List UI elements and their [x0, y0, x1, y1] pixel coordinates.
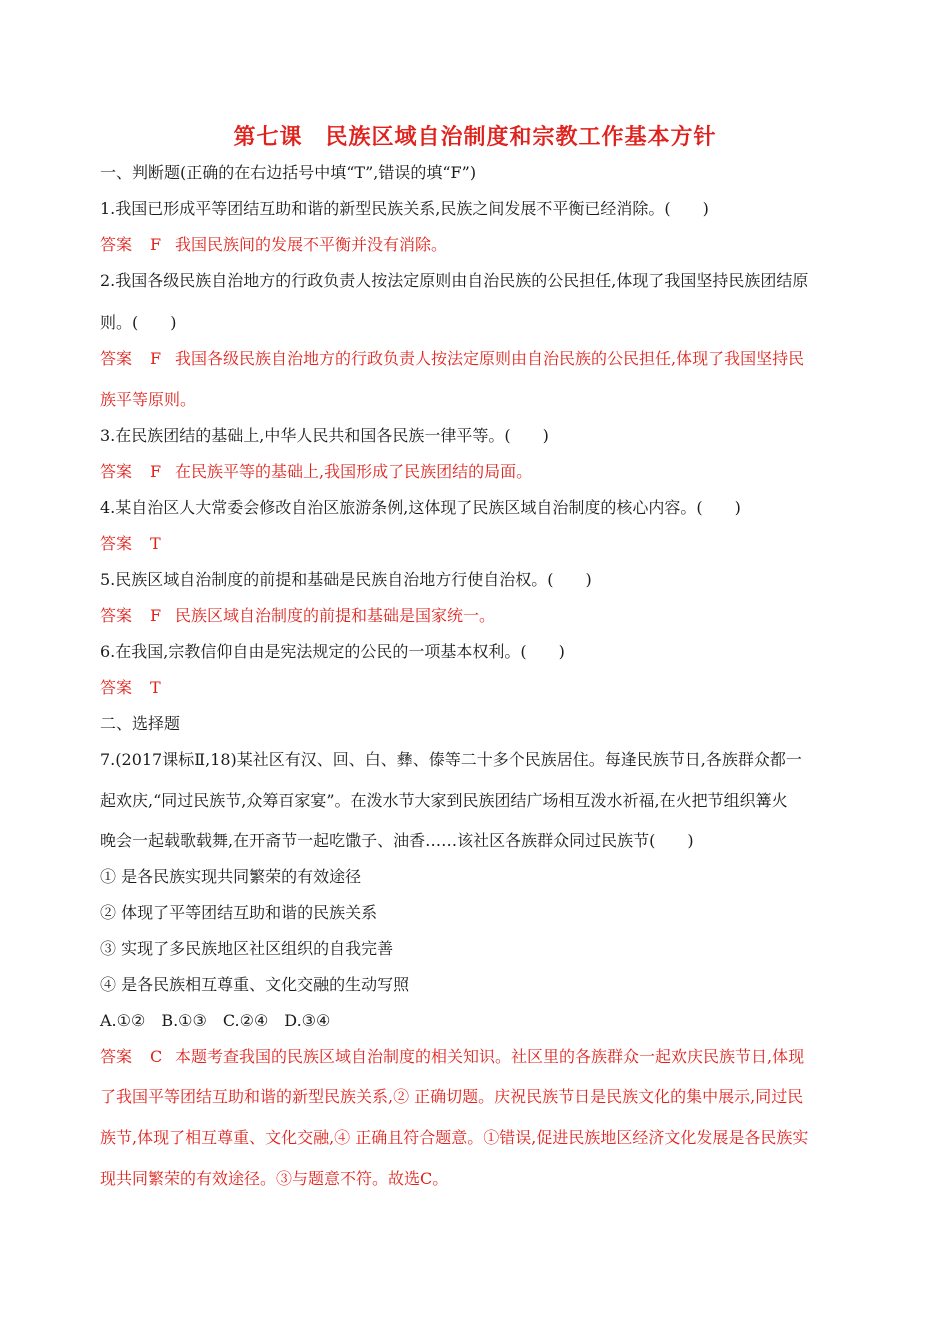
question-7-option-3: ③ 实现了多民族地区社区组织的自我完善 — [100, 939, 394, 958]
answer-label: 答案 — [100, 349, 133, 368]
answer-label: 答案 — [100, 606, 133, 625]
answer-2-continuation: 族平等原则。 — [100, 390, 197, 409]
answer-label: 答案 — [100, 678, 133, 697]
answer-7-line-3: 族节,体现了相互尊重、文化交融,④ 正确且符合题意。①错误,促进民族地区经济文化发展是各民族实 — [100, 1128, 809, 1147]
answer-7-line-2: 了我国平等团结互助和谐的新型民族关系,② 正确切题。庆祝民族节日是民族文化的集中展示,同过民 — [100, 1087, 804, 1106]
question-2-line-2: 则。( ) — [100, 313, 177, 332]
answer-key: F — [150, 349, 162, 368]
answer-3 — [100, 462, 860, 482]
answer-6 — [100, 678, 860, 698]
answer-label: 答案 — [100, 534, 133, 553]
question-7-line-2: 起欢庆,“同过民族节,众筹百家宴”。在泼水节大家到民族团结广场相互泼水祈福,在火把节组织篝火 — [100, 791, 788, 810]
answer-key: C — [150, 1047, 163, 1066]
question-7-line-1: 7.(2017课标Ⅱ,18)某社区有汉、回、白、彝、傣等二十多个民族居住。每逢民族节日,各族群众都一 — [100, 750, 802, 769]
answer-key: F — [150, 606, 162, 625]
answer-1 — [100, 235, 860, 255]
question-7-line-3: 晚会一起载歌载舞,在开斋节一起吃馓子、油香……该社区各族群众同过民族节( ) — [100, 831, 694, 850]
page-title: 第七课 民族区域自治制度和宗教工作基本方针 — [233, 124, 717, 150]
question-4: 4.某自治区人大常委会修改自治区旅游条例,这体现了民族区域自治制度的核心内容。( ) — [100, 498, 741, 517]
section-heading-judgement: 一、判断题(正确的在右边括号中填“T”,错误的填“F”) — [100, 163, 477, 182]
answer-key: F — [150, 235, 162, 254]
section-heading-choice: 二、选择题 — [100, 714, 181, 733]
answer-4 — [100, 534, 860, 554]
answer-key: T — [150, 534, 161, 553]
question-5: 5.民族区域自治制度的前提和基础是民族自治地方行使自治权。( ) — [100, 570, 592, 589]
answer-explanation: 在民族平等的基础上,我国形成了民族团结的局面。 — [175, 462, 533, 481]
answer-label: 答案 — [100, 462, 133, 481]
question-1: 1.我国已形成平等团结互助和谐的新型民族关系,民族之间发展不平衡已经消除。( ) — [100, 199, 709, 218]
question-7-option-1: ① 是各民族实现共同繁荣的有效途径 — [100, 867, 362, 886]
answer-key: T — [150, 678, 161, 697]
answer-key: F — [150, 462, 162, 481]
answer-5 — [100, 606, 860, 626]
question-7-option-4: ④ 是各民族相互尊重、文化交融的生动写照 — [100, 975, 410, 994]
answer-explanation: 我国民族间的发展不平衡并没有消除。 — [175, 235, 448, 254]
question-3: 3.在民族团结的基础上,中华人民共和国各民族一律平等。( ) — [100, 426, 549, 445]
question-2-line-1: 2.我国各级民族自治地方的行政负责人按法定原则由自治民族的公民担任,体现了我国坚持民族团结原 — [100, 271, 809, 290]
answer-7 — [100, 1047, 860, 1067]
question-6: 6.在我国,宗教信仰自由是宪法规定的公民的一项基本权利。( ) — [100, 642, 565, 661]
answer-label: 答案 — [100, 1047, 133, 1066]
question-7-choices: A.①② B.①③ C.②④ D.③④ — [100, 1011, 331, 1030]
answer-explanation: 本题考查我国的民族区域自治制度的相关知识。社区里的各族群众一起欢庆民族节日,体现 — [175, 1047, 805, 1066]
answer-label: 答案 — [100, 235, 133, 254]
answer-explanation: 我国各级民族自治地方的行政负责人按法定原则由自治民族的公民担任,体现了我国坚持民 — [175, 349, 805, 368]
answer-explanation: 民族区域自治制度的前提和基础是国家统一。 — [175, 606, 496, 625]
answer-2 — [100, 349, 860, 369]
answer-7-line-4: 现共同繁荣的有效途径。③与题意不符。故选C。 — [100, 1169, 449, 1188]
question-7-option-2: ② 体现了平等团结互助和谐的民族关系 — [100, 903, 378, 922]
